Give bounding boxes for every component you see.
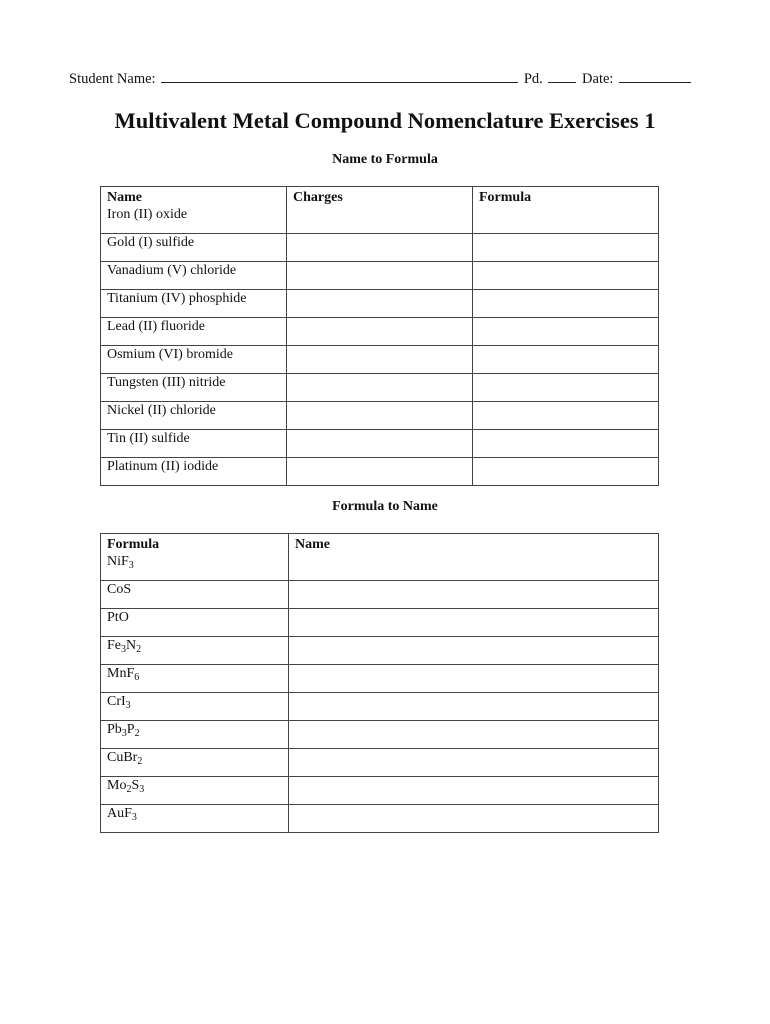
formula-answer-cell[interactable] <box>473 430 659 458</box>
element-symbol: Mo <box>107 778 127 793</box>
name-answer-cell[interactable] <box>289 581 659 609</box>
formula-answer-cell[interactable] <box>473 346 659 374</box>
period-label: Pd. <box>523 71 543 87</box>
subscript: 3 <box>128 560 134 571</box>
name-answer-cell[interactable] <box>289 805 659 833</box>
column-header-formula: Formula <box>101 534 289 554</box>
compound-name-cell: Titanium (IV) phosphide <box>101 290 287 318</box>
table-row <box>101 609 659 637</box>
compound-name-cell: Nickel (II) chloride <box>101 402 287 430</box>
name-answer-cell[interactable] <box>289 609 659 637</box>
student-name-label: Student Name: <box>69 71 156 87</box>
date-label: Date: <box>582 71 614 87</box>
name-answer-cell[interactable] <box>289 749 659 777</box>
element-symbol: Cu <box>107 750 124 765</box>
table-row <box>101 553 659 581</box>
table-row <box>101 749 659 777</box>
charges-answer-cell[interactable] <box>287 206 473 234</box>
compound-name-cell: Platinum (II) iodide <box>101 458 287 486</box>
section-title-name-to-formula: Name to Formula <box>332 152 438 167</box>
element-symbol: Au <box>107 806 125 821</box>
table-row <box>101 374 659 402</box>
formula-answer-cell[interactable] <box>473 374 659 402</box>
student-name-blank[interactable] <box>161 70 518 83</box>
charges-answer-cell[interactable] <box>287 234 473 262</box>
name-answer-cell[interactable] <box>289 693 659 721</box>
element-symbol: O <box>118 610 129 625</box>
charges-answer-cell[interactable] <box>287 458 473 486</box>
table-row <box>101 206 659 234</box>
charges-answer-cell[interactable] <box>287 430 473 458</box>
element-symbol: Mn <box>107 666 127 681</box>
table-header-row <box>101 534 659 554</box>
compound-name-cell: Lead (II) fluoride <box>101 318 287 346</box>
student-header <box>69 70 701 88</box>
element-symbol: Cr <box>107 694 121 709</box>
charges-answer-cell[interactable] <box>287 374 473 402</box>
element-symbol: Ni <box>107 554 121 569</box>
subscript: 3 <box>125 700 131 711</box>
table-row <box>101 346 659 374</box>
formula-cell <box>101 637 289 665</box>
element-symbol: Br <box>123 750 138 765</box>
formula-answer-cell[interactable] <box>473 262 659 290</box>
name-to-formula-table <box>100 186 659 486</box>
subscript: 3 <box>121 644 126 655</box>
formula-answer-cell[interactable] <box>473 402 659 430</box>
formula-cell <box>101 749 289 777</box>
element-symbol: I <box>121 694 126 709</box>
element-symbol: N <box>126 638 137 653</box>
formula-to-name-table <box>100 533 659 833</box>
formula-answer-cell[interactable] <box>473 318 659 346</box>
name-answer-cell[interactable] <box>289 777 659 805</box>
name-answer-cell[interactable] <box>289 721 659 749</box>
element-symbol: Fe <box>107 638 121 653</box>
table-row <box>101 290 659 318</box>
charges-answer-cell[interactable] <box>287 290 473 318</box>
compound-name-cell: Gold (I) sulfide <box>101 234 287 262</box>
element-symbol: S <box>123 582 132 597</box>
column-header-formula: Formula <box>473 187 659 207</box>
compound-name-cell: Iron (II) oxide <box>101 206 287 234</box>
formula-answer-cell[interactable] <box>473 234 659 262</box>
compound-name-cell: Vanadium (V) chloride <box>101 262 287 290</box>
formula-cell <box>101 553 289 581</box>
formula-cell <box>101 805 289 833</box>
charges-answer-cell[interactable] <box>287 318 473 346</box>
period-blank[interactable] <box>548 70 576 83</box>
subscript: 2 <box>134 728 140 739</box>
charges-answer-cell[interactable] <box>287 262 473 290</box>
date-blank[interactable] <box>619 70 691 83</box>
table-row <box>101 805 659 833</box>
element-symbol: Pb <box>107 722 122 737</box>
table-row <box>101 581 659 609</box>
compound-name-cell: Tin (II) sulfide <box>101 430 287 458</box>
element-symbol: P <box>126 722 135 737</box>
column-header-name: Name <box>289 534 659 554</box>
formula-cell <box>101 693 289 721</box>
name-answer-cell[interactable] <box>289 637 659 665</box>
charges-answer-cell[interactable] <box>287 346 473 374</box>
table-row <box>101 637 659 665</box>
table-row <box>101 402 659 430</box>
subscript: 3 <box>139 784 145 795</box>
table-row <box>101 721 659 749</box>
element-symbol: S <box>131 778 140 793</box>
subscript: 2 <box>137 756 143 767</box>
subscript: 3 <box>121 728 127 739</box>
formula-cell <box>101 609 289 637</box>
table-row <box>101 665 659 693</box>
column-header-charges: Charges <box>287 187 473 207</box>
subscript: 6 <box>134 672 140 683</box>
formula-cell <box>101 665 289 693</box>
table-header-row <box>101 187 659 207</box>
element-symbol: Pt <box>107 610 119 625</box>
element-symbol: F <box>121 554 129 569</box>
charges-answer-cell[interactable] <box>287 402 473 430</box>
formula-cell <box>101 721 289 749</box>
page-title: Multivalent Metal Compound Nomenclature Exercises 1 <box>114 108 656 133</box>
element-symbol: F <box>126 666 135 681</box>
table-row <box>101 262 659 290</box>
table-row <box>101 318 659 346</box>
section-title-formula-to-name: Formula to Name <box>332 499 438 514</box>
subscript: 2 <box>136 644 142 655</box>
compound-name-cell: Tungsten (III) nitride <box>101 374 287 402</box>
table-row <box>101 458 659 486</box>
name-answer-cell[interactable] <box>289 665 659 693</box>
compound-name-cell: Osmium (VI) bromide <box>101 346 287 374</box>
formula-cell <box>101 581 289 609</box>
formula-cell <box>101 777 289 805</box>
name-answer-cell[interactable] <box>289 553 659 581</box>
element-symbol: Co <box>107 582 124 597</box>
element-symbol: F <box>124 806 132 821</box>
table-row <box>101 777 659 805</box>
column-header-name: Name <box>101 187 287 207</box>
subscript: 3 <box>131 812 137 823</box>
formula-answer-cell[interactable] <box>473 206 659 234</box>
table-row <box>101 693 659 721</box>
formula-answer-cell[interactable] <box>473 290 659 318</box>
table-row <box>101 234 659 262</box>
formula-answer-cell[interactable] <box>473 458 659 486</box>
table-row <box>101 430 659 458</box>
subscript: 2 <box>126 784 132 795</box>
